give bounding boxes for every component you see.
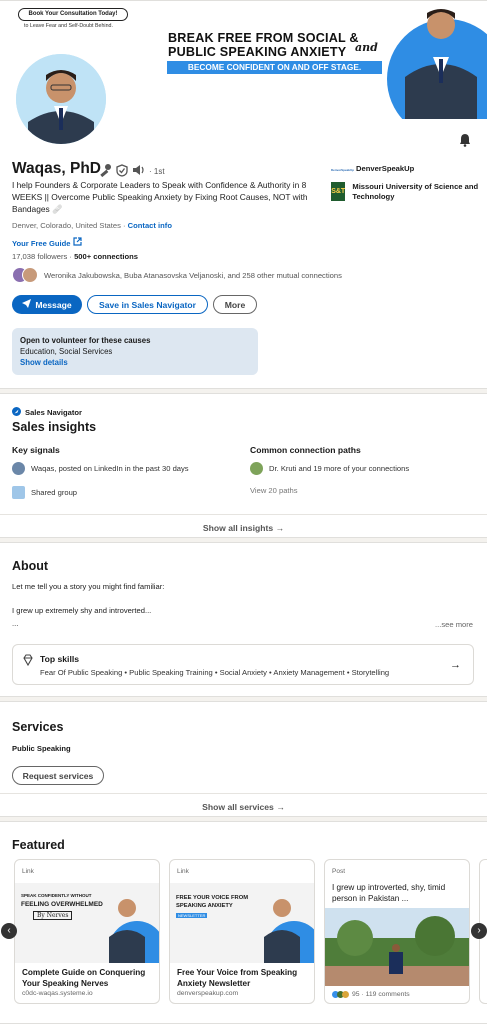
- thumb-line: FEELING OVERWHELMED: [21, 901, 103, 908]
- thumb-tag: NEWSLETTER: [178, 913, 206, 918]
- followers-count[interactable]: 17,038 followers: [12, 252, 68, 261]
- show-all-insights-button[interactable]: Show all insights →: [0, 514, 487, 538]
- signal-text: Waqas, posted on LinkedIn in the past 30 days: [31, 464, 189, 473]
- carousel-prev-button[interactable]: ‹: [1, 923, 17, 939]
- thumb-tag: By Nerves: [33, 911, 72, 920]
- external-link-icon: [73, 239, 82, 248]
- connection-path[interactable]: [250, 462, 409, 475]
- featured-thumbnail: [15, 883, 160, 963]
- avatar: [22, 267, 38, 283]
- connection-paths-heading: Common connection paths: [250, 445, 361, 455]
- mutual-avatars: [12, 267, 40, 283]
- featured-item[interactable]: [169, 859, 315, 1004]
- avatar: [12, 462, 25, 475]
- about-line: ...: [12, 619, 19, 628]
- arrow-right-icon: →: [450, 659, 461, 671]
- followers-line: 17,038 followers · 500+ connections: [12, 252, 139, 261]
- signal-posted[interactable]: [12, 462, 189, 475]
- about-title: About: [12, 559, 49, 573]
- services-title: Services: [12, 720, 64, 734]
- name-badges: [98, 163, 165, 179]
- about-line: Let me tell you a story you might find familiar:: [12, 582, 165, 591]
- top-skills-title: Top skills: [40, 654, 79, 664]
- services-card: [0, 701, 487, 817]
- avatar: [250, 462, 263, 475]
- banner-strip: BECOME CONFIDENT ON AND OFF STAGE.: [167, 61, 382, 74]
- pronunciation-icon[interactable]: [98, 163, 112, 179]
- reaction-count: 95 · 119 comments: [352, 991, 410, 998]
- featured-item-title: Complete Guide on Conquering Your Speaking Nerves: [22, 968, 146, 988]
- bell-icon[interactable]: [458, 133, 472, 147]
- banner-and: and: [355, 41, 378, 54]
- org-current-company[interactable]: [331, 164, 481, 175]
- featured-item-title: Free Your Voice from Speaking Anxiety Newsletter: [177, 968, 298, 988]
- mutual-text: Weronika Jakubowska, Buba Atanasovska Veljanoski, and 258 other mutual connections: [44, 270, 342, 280]
- featured-type: Link: [22, 868, 34, 875]
- thumb-line: SPEAKING ANXIETY: [176, 903, 233, 909]
- send-icon: [22, 299, 31, 310]
- show-all-services-button[interactable]: Show all services →: [0, 793, 487, 817]
- banner-headline-2: PUBLIC SPEAKING ANXIETY: [168, 45, 347, 59]
- featured-card: [0, 821, 487, 1024]
- message-button[interactable]: [12, 295, 82, 314]
- sales-navigator-icon: [12, 407, 21, 418]
- about-line: I grew up extremely shy and introverted...: [12, 606, 152, 615]
- banner-subtext: to Leave Fear and Self-Doubt Behind.: [24, 23, 113, 29]
- verified-shield-icon[interactable]: [116, 164, 128, 179]
- about-card: [0, 542, 487, 697]
- connections-count[interactable]: 500+ connections: [74, 252, 139, 261]
- sales-navigator-text: Sales Navigator: [25, 408, 82, 417]
- top-skills-box[interactable]: [12, 644, 474, 685]
- banner-consultation-pill: Book Your Consultation Today!: [18, 8, 128, 21]
- view-paths-link[interactable]: View 20 paths: [250, 486, 298, 495]
- banner-headline-1: BREAK FREE FROM SOCIAL &: [168, 31, 359, 45]
- profile-headline: [12, 179, 312, 215]
- volunteer-show-details[interactable]: Show details: [20, 358, 68, 367]
- key-signals-heading: Key signals: [12, 445, 60, 455]
- reaction-icons: [332, 991, 349, 998]
- profile-location: [12, 221, 172, 230]
- featured-thumbnail: [170, 883, 315, 963]
- save-sales-navigator-button[interactable]: Save in Sales Navigator: [87, 295, 208, 314]
- banner-portrait: [385, 1, 487, 119]
- bandage-icon: 🩹: [52, 204, 63, 214]
- path-text: Dr. Kruti and 19 more of your connections: [269, 464, 410, 473]
- thumb-line: SPEAK CONFIDENTLY WITHOUT: [21, 893, 92, 898]
- top-skills-list: Fear Of Public Speaking • Public Speaking Training • Social Anxiety • Anxiety Management • Storytelling: [40, 668, 390, 677]
- featured-type: Link: [177, 868, 189, 875]
- request-services-button[interactable]: Request services: [12, 766, 104, 785]
- featured-thumbnail: [325, 908, 470, 986]
- signal-shared-group[interactable]: [12, 486, 77, 499]
- message-label: Message: [35, 299, 72, 310]
- contact-info-link[interactable]: Contact info: [127, 221, 172, 230]
- profile-photo[interactable]: [13, 51, 109, 147]
- more-button[interactable]: More: [213, 295, 257, 314]
- group-icon: [12, 486, 25, 499]
- featured-type: Post: [332, 868, 346, 875]
- thumb-line: FREE YOUR VOICE FROM: [176, 895, 249, 901]
- featured-item-url: c0dc-waqas.systeme.io: [22, 990, 93, 997]
- org-education[interactable]: [331, 182, 481, 202]
- university-logo: S&T: [331, 182, 345, 201]
- featured-item[interactable]: [14, 859, 160, 1004]
- profile-headline-text: I help Founders & Corporate Leaders to Speak with Confidence & Authority in 8 WEEKS || Overcome Public Speaking Anxiety by Fixing Root Causes, NOT with Bandages: [12, 180, 308, 214]
- connection-degree: · 1st: [149, 166, 165, 176]
- profile-orgs: [331, 164, 481, 209]
- sales-insights-title: Sales insights: [12, 420, 97, 434]
- free-guide-link[interactable]: [12, 237, 82, 248]
- featured-reactions: [332, 991, 410, 998]
- service-item: Public Speaking: [12, 744, 71, 753]
- denverspeakup-logo: DenverSpeakUp: [331, 168, 355, 172]
- profile-top-card: [0, 0, 487, 389]
- featured-title: Featured: [12, 838, 65, 852]
- featured-item-title: I grew up introverted, shy, timid person in Pakistan ...: [332, 883, 446, 903]
- audio-icon[interactable]: [132, 164, 145, 178]
- sales-insights-card: [0, 393, 487, 538]
- carousel-next-button[interactable]: ›: [471, 923, 487, 939]
- sales-navigator-label: [12, 407, 82, 418]
- free-guide-label: Your Free Guide: [12, 239, 71, 248]
- location-text: Denver, Colorado, United States ·: [12, 221, 126, 230]
- see-more-link[interactable]: ...see more: [435, 620, 473, 629]
- featured-item[interactable]: [324, 859, 470, 1004]
- featured-item-url: denverspeakup.com: [177, 990, 239, 997]
- signal-text: Shared group: [31, 488, 78, 497]
- mutual-connections[interactable]: [12, 267, 342, 283]
- diamond-icon: [22, 654, 34, 666]
- volunteer-box: [12, 328, 258, 375]
- org-name: Missouri University of Science and Technology: [352, 182, 479, 201]
- profile-name: Waqas, PhD: [12, 160, 101, 177]
- volunteer-causes: Education, Social Services: [20, 347, 113, 356]
- org-name: DenverSpeakUp: [356, 164, 415, 173]
- volunteer-title: Open to volunteer for these causes: [20, 336, 151, 345]
